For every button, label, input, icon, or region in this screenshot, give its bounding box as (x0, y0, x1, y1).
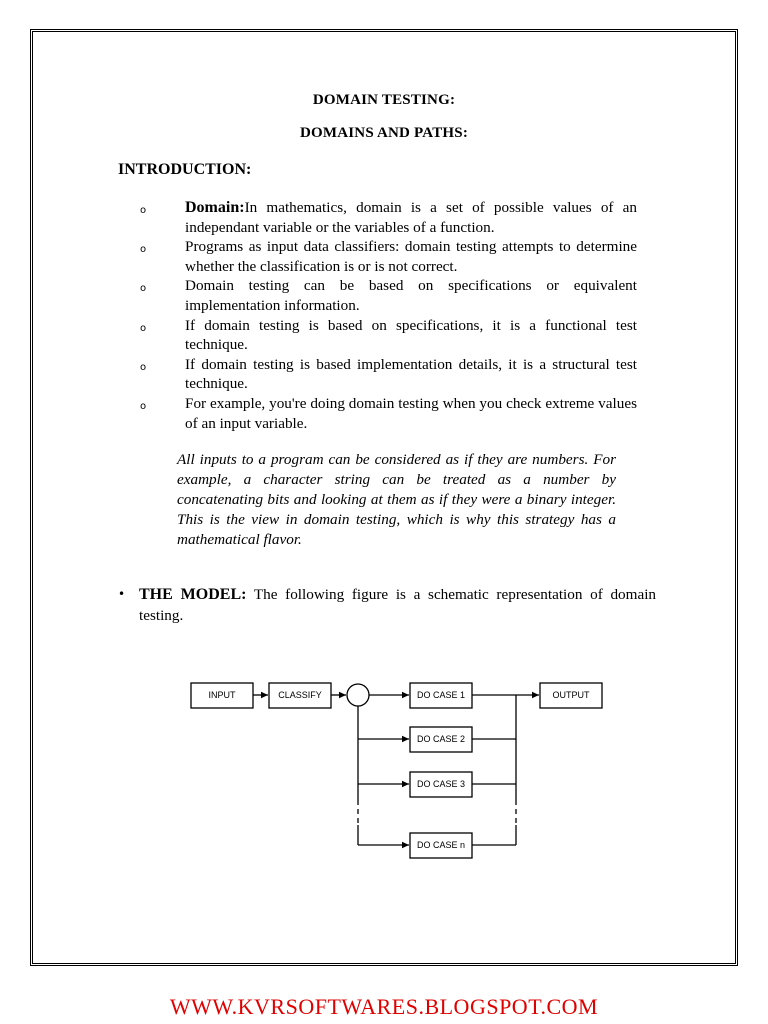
term-domain: Domain: (185, 199, 245, 216)
output-label: OUTPUT (552, 690, 590, 700)
bullet-text: For example, you're doing domain testing when you check extreme values of an input variable. (185, 394, 637, 432)
junction-circle (347, 684, 369, 706)
bullet-marker: o (140, 244, 147, 256)
case2-label: DO CASE 2 (416, 734, 466, 744)
page-title: DOMAIN TESTING: (312, 92, 456, 108)
bullet-text: In mathematics, domain is a set of possible values of an independant variable or the variables of a function. (185, 199, 637, 236)
model-term: THE MODEL: (139, 586, 247, 603)
bullet-text: Programs as input data classifiers: domain testing attempts to determine whether the classification is or is not correct. (185, 238, 637, 275)
section-title: DOMAINS AND PATHS: (299, 125, 469, 141)
bullet-marker: o (140, 322, 147, 334)
input-label: INPUT (208, 690, 236, 700)
bullet-text: Domain testing can be based on specifications or equivalent implementation information. (185, 277, 637, 314)
bullet-dot: • (118, 587, 126, 601)
bullet-marker: o (140, 205, 147, 216)
bullet-marker: o (140, 283, 147, 295)
quote-paragraph: All inputs to a program can be considered as if they are numbers. For example, a character string can be treated as a number by concatenating bits and looking at them as if they were a binary integer. This is the view in domain testing, which is why this strategy has a mathematical flavor. (177, 451, 616, 548)
casen-label: DO CASE n (416, 840, 466, 850)
case3-label: DO CASE 3 (416, 779, 466, 789)
footer-url: WWW.KVRSOFTWARES.BLOGSPOT.COM (169, 994, 599, 1019)
case1-label: DO CASE 1 (416, 690, 466, 700)
bullet-text: If domain testing is based implementation details, it is a structural test technique. (185, 355, 637, 393)
intro-heading: INTRODUCTION: (118, 161, 252, 178)
bullet-marker: o (140, 361, 147, 373)
model-text: The following figure is a schematic representation of domain testing. (139, 586, 657, 624)
bullet-text: If domain testing is based on specifications, it is a functional test technique. (185, 316, 637, 354)
classify-label: CLASSIFY (278, 690, 322, 700)
bullet-marker: o (140, 400, 147, 412)
